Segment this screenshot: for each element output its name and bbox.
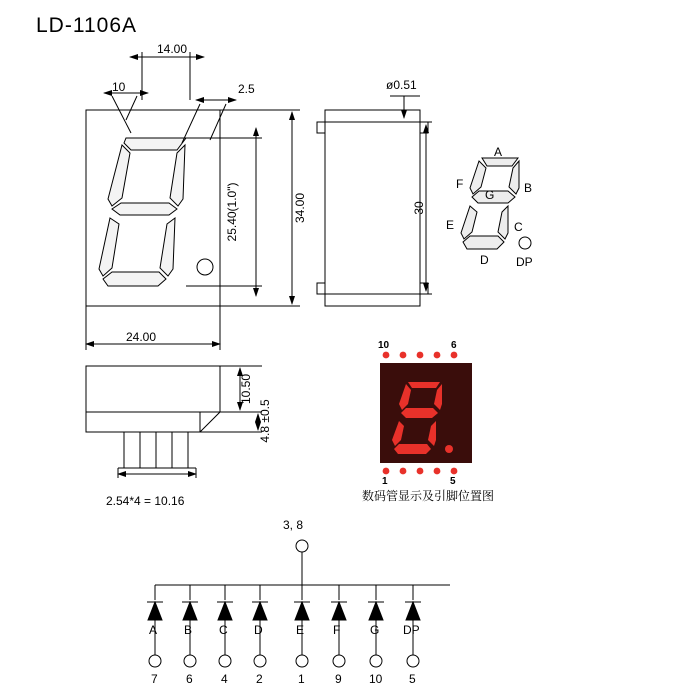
pinout-top-right-number: 6 — [451, 340, 457, 351]
dim-body-width-24: 24.00 — [126, 330, 157, 344]
segment-label-a: A — [494, 145, 503, 159]
segment-label-b: B — [524, 181, 533, 195]
circuit-segment-dp: DP — [403, 623, 420, 637]
circuit-segment-d: D — [254, 623, 263, 637]
circuit-segment-g: G — [370, 623, 380, 637]
dim-base-height: 10.50 — [239, 373, 253, 405]
circuit-pin-e: 1 — [298, 672, 305, 686]
circuit-pin-f: 9 — [335, 672, 342, 686]
segment-label-g: G — [485, 188, 495, 202]
circuit-segment-c: C — [219, 623, 228, 637]
dim-pin-pitch: 2.54*4 = 10.16 — [106, 494, 185, 508]
segment-label-e: E — [446, 218, 455, 232]
dim-body-height: 34.00 — [293, 192, 307, 224]
dim-slant-10: 10 — [112, 80, 126, 94]
circuit-pin-g: 10 — [369, 672, 383, 686]
segment-label-c: C — [514, 220, 523, 234]
dim-pin-length: 4.8 ±0.5 — [258, 399, 272, 443]
dim-segment-width-2-5: 2.5 — [238, 82, 255, 96]
circuit-pin-c: 4 — [221, 672, 228, 686]
circuit-pin-a: 7 — [151, 672, 158, 686]
pinout-top-left-number: 10 — [378, 340, 390, 351]
circuit-pin-d: 2 — [256, 672, 263, 686]
pinout-bottom-left-number: 1 — [382, 476, 388, 487]
page-title: LD-1106A — [36, 14, 138, 37]
circuit-common-pins: 3, 8 — [283, 518, 304, 532]
circuit-pin-dp: 5 — [409, 672, 416, 686]
dim-digit-height: 25.40(1.0") — [225, 182, 239, 242]
circuit-segment-a: A — [149, 623, 158, 637]
dim-side-height-30: 30 — [412, 201, 426, 215]
segment-label-f: F — [456, 177, 464, 191]
circuit-segment-b: B — [184, 623, 193, 637]
pinout-caption: 数码管显示及引脚位置图 — [362, 489, 495, 503]
segment-label-d: D — [480, 253, 489, 267]
pinout-bottom-right-number: 5 — [450, 476, 456, 487]
pinout-preview-graphic — [380, 352, 472, 475]
circuit-segment-e: E — [296, 623, 305, 637]
circuit-segment-f: F — [333, 623, 341, 637]
dim-width-14: 14.00 — [157, 42, 188, 56]
segment-label-dp: DP — [516, 255, 533, 269]
dim-pin-diameter: ø0.51 — [386, 78, 417, 92]
circuit-pin-b: 6 — [186, 672, 193, 686]
